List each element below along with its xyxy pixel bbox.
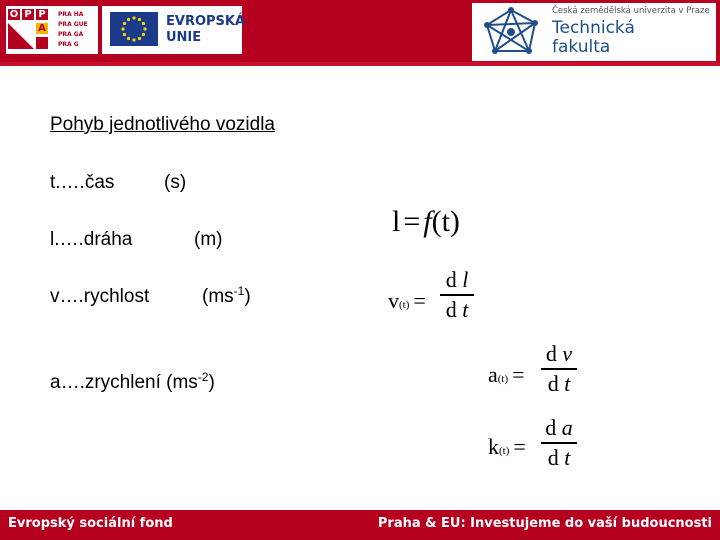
oppa-logo <box>6 6 98 54</box>
unit-end: ) <box>244 286 251 307</box>
oppa-letter: O <box>9 9 19 20</box>
unit-end: ) <box>208 372 215 393</box>
fraction-denominator <box>541 372 577 396</box>
definition-label: t.….čas <box>50 172 115 193</box>
fraction-bar <box>541 368 577 370</box>
header-bar <box>0 0 720 66</box>
fraction-numerator <box>541 342 577 366</box>
formula-equals: = <box>403 205 421 238</box>
differential-var: l <box>462 267 469 292</box>
formula-lhs: k <box>488 434 499 459</box>
differential-var: v <box>562 341 573 366</box>
slide-title: Pohyb jednotlivého vozidla <box>50 114 275 135</box>
differential-d: d <box>547 370 559 396</box>
differential-d: d <box>545 415 557 440</box>
footer-right-text: Praha & EU: Investujeme do vaší budoucnosti <box>377 516 712 531</box>
differential-d: d <box>547 444 559 470</box>
formula-function: f <box>423 205 432 238</box>
formula-lhs: a <box>488 362 498 387</box>
differential-var: t <box>564 370 571 396</box>
definition-unit <box>202 286 251 308</box>
fraction-dl-dt <box>440 268 474 322</box>
network-icon <box>482 7 540 57</box>
definition-label: l.….dráha <box>50 229 133 250</box>
definition-unit: (s) <box>164 172 187 193</box>
fraction-da-dt <box>541 416 577 470</box>
formula-lhs: v <box>388 288 399 313</box>
footer-left-text: Evropský sociální fond <box>8 516 173 531</box>
unit-exponent: -1 <box>233 284 245 298</box>
fraction-denominator <box>541 446 577 470</box>
definition-acceleration <box>50 372 215 394</box>
footer-bar <box>0 510 720 540</box>
oppa-shape <box>36 37 48 49</box>
formula-subscript: (t) <box>497 373 509 385</box>
fraction-numerator <box>541 416 577 440</box>
formula-subscript: (t) <box>499 445 510 457</box>
fraction-bar <box>440 294 474 296</box>
formula-jerk: k(t) = <box>488 434 526 459</box>
formula-subscript: (t) <box>399 299 410 311</box>
faculty-name <box>552 19 635 57</box>
eu-text <box>166 14 245 46</box>
differential-var: t <box>564 444 571 470</box>
faculty-line2: fakulta <box>552 37 611 57</box>
header-divider <box>0 62 720 66</box>
oppa-grid <box>8 9 58 51</box>
oppa-shape <box>8 23 34 49</box>
differential-d: d <box>445 296 457 322</box>
eu-logo <box>102 6 246 54</box>
eu-text-line1: EVROPSKÁ <box>166 14 246 29</box>
oppa-letter: P <box>22 9 34 20</box>
definition-label: a….zrychlení (ms <box>50 372 198 393</box>
differential-var: a <box>561 415 573 440</box>
definition-distance <box>50 229 223 251</box>
fraction-denominator <box>440 298 474 322</box>
eu-text-line2: UNIE <box>166 30 202 45</box>
formula-distance-function <box>392 205 460 239</box>
university-name: Česká zemědělská univerzita v Praze <box>552 6 710 16</box>
technicka-fakulta-logo <box>472 3 716 61</box>
faculty-line1: Technická <box>552 18 635 38</box>
definition-time <box>50 172 187 194</box>
fraction-numerator <box>440 268 474 292</box>
unit-base: (ms <box>202 286 234 307</box>
oppa-letter: P <box>36 9 48 20</box>
definition-velocity <box>50 284 251 308</box>
eu-flag-icon <box>110 12 158 46</box>
formula-lhs: l <box>392 205 401 238</box>
definition-label: v….rychlost <box>50 286 150 307</box>
formula-argument: (t) <box>431 205 460 238</box>
fraction-bar <box>541 442 577 444</box>
formula-acceleration: a(t) = <box>488 362 525 387</box>
formula-velocity: v(t) = <box>388 288 426 313</box>
unit-exponent: -2 <box>197 370 209 384</box>
differential-var: t <box>462 296 469 322</box>
oppa-letter: A <box>36 23 48 34</box>
oppa-praha-text: PRA HA PRA GUE PRA GA PRA G <box>58 11 88 48</box>
definition-unit: (m) <box>194 229 223 250</box>
differential-d: d <box>445 267 457 292</box>
fraction-dv-dt <box>541 342 577 396</box>
differential-d: d <box>545 341 557 366</box>
